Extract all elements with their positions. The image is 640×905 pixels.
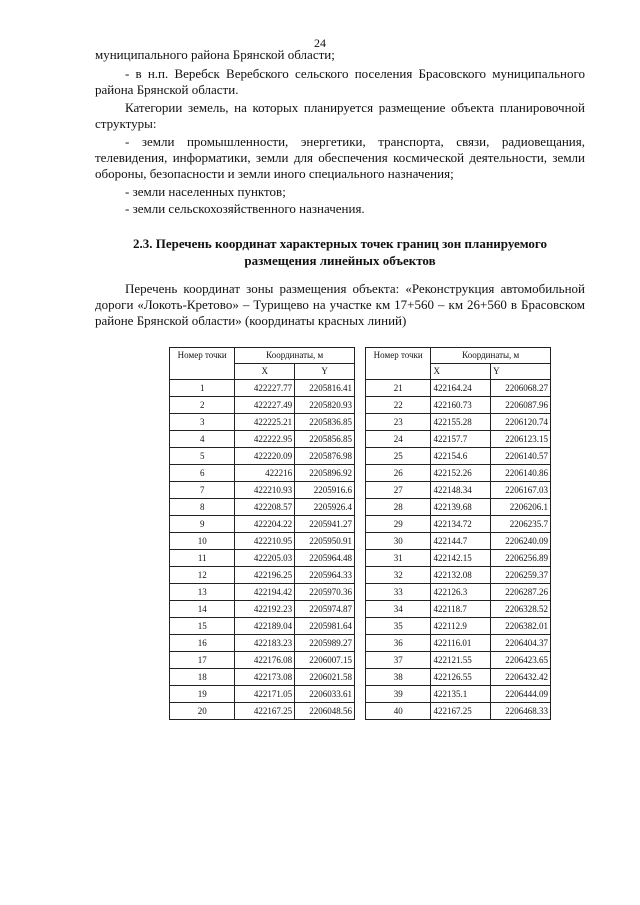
point-number-cell: 5: [170, 448, 235, 465]
y-coordinate-cell: 2206033.61: [295, 686, 355, 703]
table-row: [170, 584, 355, 601]
table-row: [170, 431, 355, 448]
x-coordinate-cell: 422173.08: [235, 669, 295, 686]
x-coordinate-cell: 422167.25: [235, 703, 295, 720]
table-row: [366, 465, 551, 482]
x-coordinate-cell: 422216: [235, 465, 295, 482]
point-number-cell: 11: [170, 550, 235, 567]
point-number-cell: 39: [366, 686, 431, 703]
y-coordinate-cell: 2206123.15: [491, 431, 551, 448]
y-coordinate-cell: 2205816.41: [295, 380, 355, 397]
table-row: [366, 431, 551, 448]
y-coordinate-cell: 2205964.33: [295, 567, 355, 584]
x-coordinate-cell: 422220.09: [235, 448, 295, 465]
table-row: [170, 635, 355, 652]
point-number-cell: 20: [170, 703, 235, 720]
x-coordinate-cell: 422116.01: [431, 635, 491, 652]
header-x: X: [431, 364, 491, 380]
y-coordinate-cell: 2206206.1: [491, 499, 551, 516]
y-coordinate-cell: 2206140.57: [491, 448, 551, 465]
table-row: [170, 669, 355, 686]
table-row: [170, 533, 355, 550]
x-coordinate-cell: 422205.03: [235, 550, 295, 567]
point-number-cell: 21: [366, 380, 431, 397]
point-number-cell: 18: [170, 669, 235, 686]
x-coordinate-cell: 422194.42: [235, 584, 295, 601]
section-heading: 2.3. Перечень координат характерных точек границ зон планируемого размещения линейных объектов: [132, 236, 547, 268]
table-row: [170, 448, 355, 465]
x-coordinate-cell: 422183.23: [235, 635, 295, 652]
point-number-cell: 27: [366, 482, 431, 499]
table-row: [170, 567, 355, 584]
x-coordinate-cell: 422208.57: [235, 499, 295, 516]
point-number-cell: 6: [170, 465, 235, 482]
table-row: [366, 686, 551, 703]
x-coordinate-cell: 422142.15: [431, 550, 491, 567]
point-number-cell: 12: [170, 567, 235, 584]
table-row: [170, 380, 355, 397]
x-coordinate-cell: 422121.55: [431, 652, 491, 669]
point-number-cell: 9: [170, 516, 235, 533]
y-coordinate-cell: 2206140.86: [491, 465, 551, 482]
table-row: [366, 414, 551, 431]
y-coordinate-cell: 2206404.37: [491, 635, 551, 652]
x-coordinate-cell: 422134.72: [431, 516, 491, 533]
coordinates-table-left: [169, 347, 355, 720]
y-coordinate-cell: 2205950.91: [295, 533, 355, 550]
point-number-cell: 35: [366, 618, 431, 635]
x-coordinate-cell: 422204.22: [235, 516, 295, 533]
y-coordinate-cell: 2206287.26: [491, 584, 551, 601]
x-coordinate-cell: 422155.28: [431, 414, 491, 431]
x-coordinate-cell: 422164.24: [431, 380, 491, 397]
y-coordinate-cell: 2206087.96: [491, 397, 551, 414]
y-coordinate-cell: 2206328.52: [491, 601, 551, 618]
y-coordinate-cell: 2205916.6: [295, 482, 355, 499]
point-number-cell: 31: [366, 550, 431, 567]
page-number: 24: [314, 36, 326, 50]
header-coordinates: Координаты, м: [235, 348, 355, 364]
x-coordinate-cell: 422112.9: [431, 618, 491, 635]
header-y: Y: [295, 364, 355, 380]
header-coordinates: Координаты, м: [431, 348, 551, 364]
table-row: [366, 567, 551, 584]
x-coordinate-cell: 422139.68: [431, 499, 491, 516]
point-number-cell: 19: [170, 686, 235, 703]
point-number-cell: 38: [366, 669, 431, 686]
x-coordinate-cell: 422118.7: [431, 601, 491, 618]
y-coordinate-cell: 2205970.36: [295, 584, 355, 601]
x-coordinate-cell: 422135.1: [431, 686, 491, 703]
table-row: [170, 397, 355, 414]
paragraph-industry-lands: - земли промышленности, энергетики, транспорта, связи, радиовещания, телевидения, информатики, земли для обеспечения космической деятельности, земли обороны, безопасности и земли иного специального назначения;: [95, 134, 585, 181]
table-row: [170, 652, 355, 669]
point-number-cell: 3: [170, 414, 235, 431]
y-coordinate-cell: 2205836.85: [295, 414, 355, 431]
table-row: [366, 652, 551, 669]
point-number-cell: 37: [366, 652, 431, 669]
paragraph-verebsk: - в н.п. Веребск Веребского сельского поселения Брасовского муниципального района Брянской области.: [95, 66, 585, 97]
x-coordinate-cell: 422154.6: [431, 448, 491, 465]
x-coordinate-cell: 422167.25: [431, 703, 491, 720]
point-number-cell: 28: [366, 499, 431, 516]
y-coordinate-cell: 2206007.15: [295, 652, 355, 669]
table-row: [366, 499, 551, 516]
paragraph-municipal-district: муниципального района Брянской области;: [95, 47, 335, 62]
table-row: [366, 482, 551, 499]
header-y: Y: [491, 364, 551, 380]
table-row: [170, 414, 355, 431]
point-number-cell: 1: [170, 380, 235, 397]
point-number-cell: 26: [366, 465, 431, 482]
y-coordinate-cell: 2205974.87: [295, 601, 355, 618]
x-coordinate-cell: 422210.95: [235, 533, 295, 550]
y-coordinate-cell: 2205876.98: [295, 448, 355, 465]
intro-paragraph: Перечень координат зоны размещения объекта: «Реконструкция автомобильной дороги «Локоть-Кретово» – Турищево на участке км 17+560 – км 26+560 в Брасовском районе Брянской области» (координаты красных линий): [95, 281, 585, 328]
y-coordinate-cell: 2206120.74: [491, 414, 551, 431]
y-coordinate-cell: 2206259.37: [491, 567, 551, 584]
point-number-cell: 10: [170, 533, 235, 550]
y-coordinate-cell: 2206432.42: [491, 669, 551, 686]
y-coordinate-cell: 2205926.4: [295, 499, 355, 516]
table-row: [366, 380, 551, 397]
table-row: [366, 516, 551, 533]
y-coordinate-cell: 2205989.27: [295, 635, 355, 652]
x-coordinate-cell: 422225.21: [235, 414, 295, 431]
point-number-cell: 40: [366, 703, 431, 720]
point-number-cell: 30: [366, 533, 431, 550]
table-row: [170, 482, 355, 499]
table-row: [170, 550, 355, 567]
x-coordinate-cell: 422210.93: [235, 482, 295, 499]
point-number-cell: 15: [170, 618, 235, 635]
x-coordinate-cell: 422192.23: [235, 601, 295, 618]
point-number-cell: 34: [366, 601, 431, 618]
y-coordinate-cell: 2205856.85: [295, 431, 355, 448]
header-x: X: [235, 364, 295, 380]
point-number-cell: 25: [366, 448, 431, 465]
x-coordinate-cell: 422148.34: [431, 482, 491, 499]
point-number-cell: 23: [366, 414, 431, 431]
point-number-cell: 13: [170, 584, 235, 601]
y-coordinate-cell: 2206423.65: [491, 652, 551, 669]
y-coordinate-cell: 2206021.58: [295, 669, 355, 686]
y-coordinate-cell: 2206444.09: [491, 686, 551, 703]
y-coordinate-cell: 2206235.7: [491, 516, 551, 533]
paragraph-land-categories: Категории земель, на которых планируется размещение объекта планировочной структуры:: [95, 100, 585, 131]
table-row: [170, 686, 355, 703]
table-row: [170, 601, 355, 618]
point-number-cell: 22: [366, 397, 431, 414]
x-coordinate-cell: 422176.08: [235, 652, 295, 669]
table-row: [366, 584, 551, 601]
point-number-cell: 2: [170, 397, 235, 414]
header-point-number: Номер точки: [366, 348, 431, 380]
table-row: [366, 397, 551, 414]
table-row: [170, 516, 355, 533]
point-number-cell: 16: [170, 635, 235, 652]
x-coordinate-cell: 422222.95: [235, 431, 295, 448]
y-coordinate-cell: 2205820.93: [295, 397, 355, 414]
x-coordinate-cell: 422157.7: [431, 431, 491, 448]
x-coordinate-cell: 422171.05: [235, 686, 295, 703]
y-coordinate-cell: 2206382.01: [491, 618, 551, 635]
paragraph-settlement-lands: - земли населенных пунктов;: [125, 184, 286, 199]
table-row: [170, 703, 355, 720]
point-number-cell: 17: [170, 652, 235, 669]
x-coordinate-cell: 422196.25: [235, 567, 295, 584]
point-number-cell: 8: [170, 499, 235, 516]
table-row: [366, 635, 551, 652]
x-coordinate-cell: 422144.7: [431, 533, 491, 550]
y-coordinate-cell: 2205964.48: [295, 550, 355, 567]
x-coordinate-cell: 422126.3: [431, 584, 491, 601]
point-number-cell: 24: [366, 431, 431, 448]
y-coordinate-cell: 2206167.03: [491, 482, 551, 499]
x-coordinate-cell: 422189.04: [235, 618, 295, 635]
table-row: [366, 601, 551, 618]
x-coordinate-cell: 422160.73: [431, 397, 491, 414]
point-number-cell: 29: [366, 516, 431, 533]
table-row: [366, 533, 551, 550]
x-coordinate-cell: 422132.08: [431, 567, 491, 584]
y-coordinate-cell: 2206256.89: [491, 550, 551, 567]
table-row: [170, 465, 355, 482]
point-number-cell: 32: [366, 567, 431, 584]
y-coordinate-cell: 2205981.64: [295, 618, 355, 635]
y-coordinate-cell: 2205896.92: [295, 465, 355, 482]
table-row: [170, 618, 355, 635]
x-coordinate-cell: 422227.49: [235, 397, 295, 414]
table-row: [366, 703, 551, 720]
x-coordinate-cell: 422126.55: [431, 669, 491, 686]
table-row: [366, 618, 551, 635]
table-row: [366, 448, 551, 465]
x-coordinate-cell: 422227.77: [235, 380, 295, 397]
point-number-cell: 14: [170, 601, 235, 618]
x-coordinate-cell: 422152.26: [431, 465, 491, 482]
y-coordinate-cell: 2206048.56: [295, 703, 355, 720]
table-row: [366, 669, 551, 686]
y-coordinate-cell: 2205941.27: [295, 516, 355, 533]
table-row: [366, 550, 551, 567]
point-number-cell: 33: [366, 584, 431, 601]
y-coordinate-cell: 2206240.09: [491, 533, 551, 550]
y-coordinate-cell: 2206468.33: [491, 703, 551, 720]
header-point-number: Номер точки: [170, 348, 235, 380]
y-coordinate-cell: 2206068.27: [491, 380, 551, 397]
table-row: [170, 499, 355, 516]
coordinates-table-right: [365, 347, 551, 720]
point-number-cell: 7: [170, 482, 235, 499]
paragraph-agricultural-lands: - земли сельскохозяйственного назначения.: [125, 201, 365, 216]
point-number-cell: 4: [170, 431, 235, 448]
point-number-cell: 36: [366, 635, 431, 652]
